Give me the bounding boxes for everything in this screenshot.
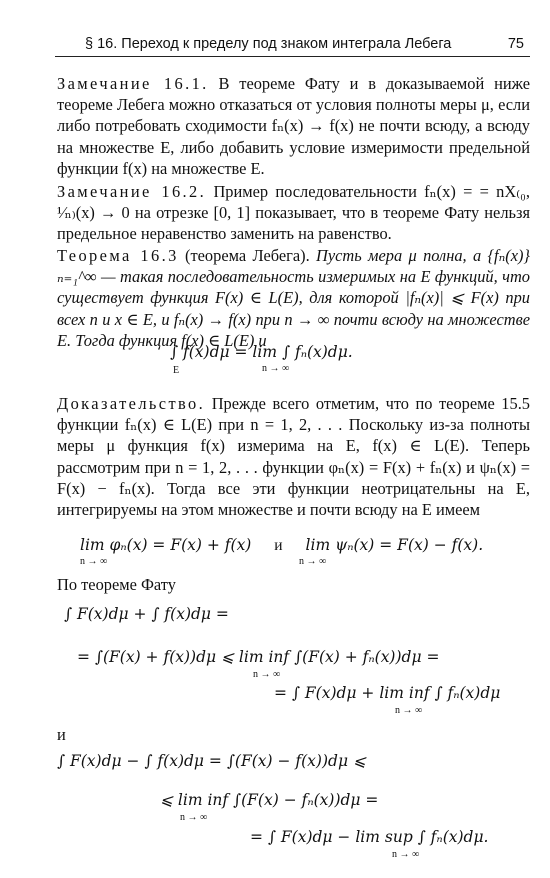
subscript-E: E [173, 365, 180, 376]
fatou-block-1-line-2-text: = ∫(F(x) + f(x))dμ ⩽ lim inf ∫(F(x) + fₙ(x))dμ = [77, 648, 440, 666]
proof [57, 393, 530, 520]
header-title: § 16. Переход к пределу под знаком интеграла Лебега [85, 36, 452, 52]
lebesgue-formula-text: ∫ f(x)dμ = lim ∫ fₙ(x)dμ. [170, 343, 353, 361]
remark-16-1-text: В теореме Фату и в доказываемой ниже теореме Лебега можно отказаться от условия полноты меры μ, если либо потребовать сходимости fₙ(x) → f(x) не почти всюду, а всюду на множестве E, либо добавить условие измеримости предельной функции f(x) на множестве E. [57, 74, 530, 178]
fatou-block-2-line-2 [160, 791, 378, 809]
and-word-line [57, 724, 530, 745]
lebesgue-formula [170, 343, 353, 361]
fatou-block-2-line-3-text: = ∫ F(x)dμ − lim sup ∫ fₙ(x)dμ. [250, 828, 489, 846]
fatou-block-1-line-1 [64, 605, 229, 623]
theorem-name: (теорема Лебега). [185, 246, 310, 265]
subscript-n-inf-b2l3: n → ∞ [392, 849, 420, 860]
fatou-block-1-line-1-text: ∫ F(x)dμ + ∫ f(x)dμ = [64, 605, 229, 623]
theorem-text: Пусть мера μ полна, а {fₙ(x)}ₙ₌₁^∞ — такая последовательность измеримых на E функций, что существует функция F(x) ∈ L(E), для которой |fₙ(x)| ⩽ F(x) при всех n и x ∈ E, и fₙ(x) → f(x) при n → ∞ почти всюду на множестве E. Тогда функция f(x) ∈ L(E) и [57, 246, 530, 350]
remark-16-2-label: Замечание 16.2. [57, 182, 207, 201]
fatou-block-2-line-2-text: ⩽ lim inf ∫(F(x) − fₙ(x))dμ = [160, 791, 379, 809]
fatou-block-2-line-1 [57, 752, 366, 770]
subscript-n-inf-right: n → ∞ [299, 556, 327, 567]
remark-16-2 [57, 181, 530, 245]
and-word: и [57, 725, 66, 744]
by-fatou-text: По теореме Фату [57, 575, 176, 594]
subscript-n-inf-b1l3: n → ∞ [395, 705, 423, 716]
subscript-n-inf-b2l2: n → ∞ [180, 812, 208, 823]
page-number: 75 [507, 36, 524, 52]
fatou-block-1-line-2 [77, 648, 439, 666]
subscript-n-inf: n → ∞ [262, 363, 290, 374]
remark-16-2-text: Пример последовательности fₙ(x) = = nX₍₀, ¹⁄ₙ₎(x) → 0 на отрезке [0, 1] показывает, что в теореме Фату нельзя предельное неравенство заменить на равенство. [57, 182, 530, 244]
limits-formula [80, 536, 483, 555]
running-header [55, 30, 530, 57]
fatou-block-2-line-3 [250, 828, 488, 846]
limits-connector: и [274, 537, 283, 554]
theorem-16-3 [57, 245, 530, 351]
remark-16-1-label: Замечание 16.1. [57, 74, 209, 93]
remark-16-1 [57, 73, 530, 179]
limits-right: lim ψₙ(x) = F(x) − f(x). [305, 536, 484, 554]
subscript-n-inf-left: n → ∞ [80, 556, 108, 567]
limits-left: lim φₙ(x) = F(x) + f(x) [80, 536, 252, 554]
fatou-block-1-line-3 [274, 684, 500, 702]
proof-label: Доказательство. [57, 394, 206, 413]
theorem-label: Теорема 16.3 [57, 246, 179, 265]
fatou-block-1-line-3-text: = ∫ F(x)dμ + lim inf ∫ fₙ(x)dμ [274, 684, 501, 702]
fatou-block-2-line-1-text: ∫ F(x)dμ − ∫ f(x)dμ = ∫(F(x) − f(x))dμ ⩽ [57, 752, 366, 770]
proof-text: Прежде всего отметим, что по теореме 15.5 функции fₙ(x) ∈ L(E) при n = 1, 2, . . . Поскольку из-за полноты меры μ функция f(x) измерима на E, f(x) ∈ L(E). Теперь рассмотрим при n = 1, 2, . . . функции φₙ(x) = F(x) + fₙ(x) и ψₙ(x) = F(x) − fₙ(x). Тогда все эти функции неотрицательны на E, интегрируемы на этом множестве и почти всюду на E имеем [57, 394, 530, 520]
subscript-n-inf-b1l2: n → ∞ [253, 669, 281, 680]
by-fatou-line [57, 574, 530, 595]
